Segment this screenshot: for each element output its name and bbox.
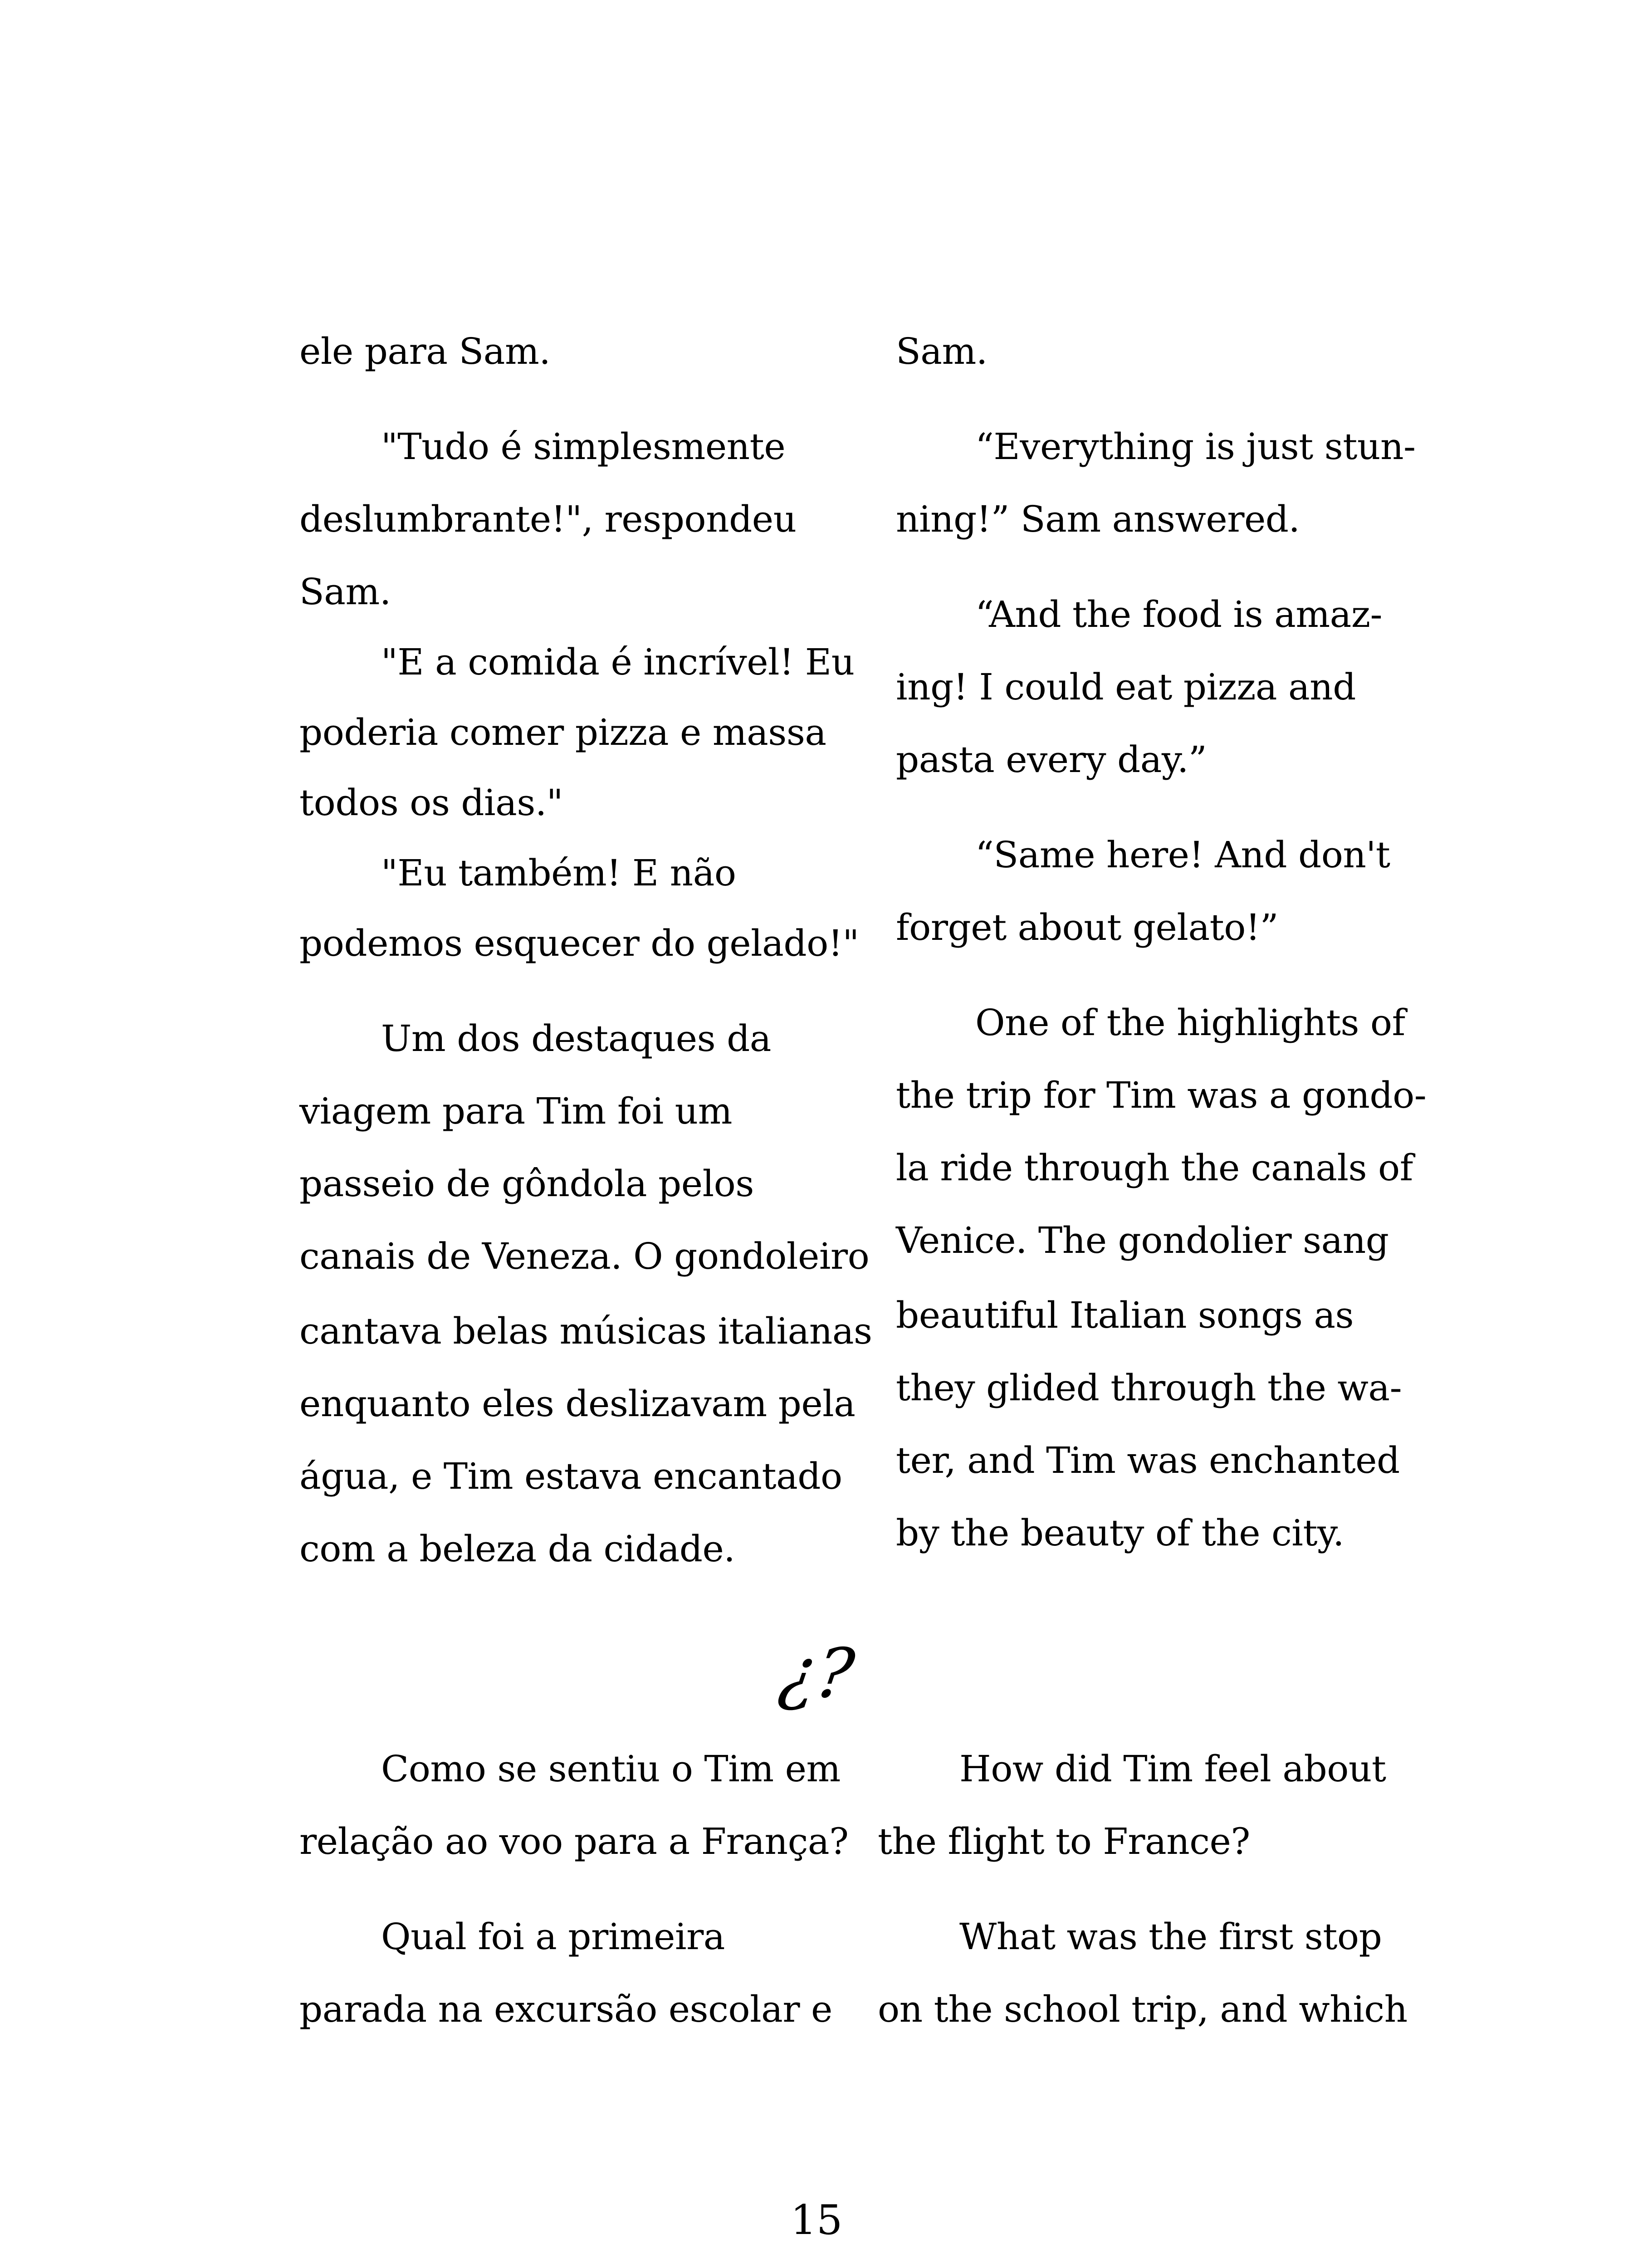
en-line: “Everything is just stun- <box>975 425 1416 468</box>
pt-line: deslumbrante!", respondeu <box>299 498 797 540</box>
en-line: they glided through the wa- <box>896 1367 1402 1409</box>
en-line: la ride through the canals of <box>896 1147 1413 1189</box>
pt-question-line: relação ao voo para a França? <box>299 1820 849 1862</box>
en-line: beautiful Italian songs as <box>896 1294 1354 1336</box>
pt-question-line: Como se sentiu o Tim em <box>381 1748 841 1790</box>
page-number: 15 <box>790 2196 843 2244</box>
pt-line: passeio de gôndola pelos <box>299 1163 754 1205</box>
en-line: ing! I could eat pizza and <box>896 666 1356 708</box>
pt-line: cantava belas músicas italianas <box>299 1310 872 1352</box>
pt-line: todos os dias." <box>299 782 563 824</box>
pt-line: enquanto eles deslizavam pela <box>299 1383 856 1425</box>
pt-line: "Eu também! E não <box>381 852 736 894</box>
questions-mark: ¿? <box>774 1634 859 1713</box>
pt-line: Sam. <box>299 571 391 613</box>
en-question-line: on the school trip, and which <box>878 1988 1408 2030</box>
pt-line: Um dos destaques da <box>381 1017 771 1060</box>
pt-line: poderia comer pizza e massa <box>299 711 826 753</box>
pt-line: com a beleza da cidade. <box>299 1528 735 1570</box>
en-line: by the beauty of the city. <box>896 1512 1345 1554</box>
en-line: ning!” Sam answered. <box>896 498 1300 540</box>
en-question-line: the flight to France? <box>878 1820 1250 1862</box>
en-line: forget about gelato!” <box>896 906 1279 948</box>
en-line: ter, and Tim was enchanted <box>896 1439 1400 1481</box>
pt-line: podemos esquecer do gelado!" <box>299 922 859 964</box>
en-line: Sam. <box>896 330 988 372</box>
pt-line: água, e Tim estava encantado <box>299 1455 842 1497</box>
en-line: Venice. The gondolier sang <box>896 1219 1389 1261</box>
pt-line: canais de Veneza. O gondoleiro <box>299 1235 870 1277</box>
pt-line: "E a comida é incrível! Eu <box>381 641 855 683</box>
pt-question-line: Qual foi a primeira <box>381 1916 725 1958</box>
en-line: pasta every day.” <box>896 738 1207 781</box>
en-line: “Same here! And don't <box>975 834 1390 876</box>
pt-question-line: parada na excursão escolar e <box>299 1988 832 2030</box>
en-line: the trip for Tim was a gondo- <box>896 1074 1427 1116</box>
en-question-line: What was the first stop <box>959 1916 1382 1958</box>
en-line: One of the highlights of <box>975 1002 1405 1044</box>
pt-line: ele para Sam. <box>299 330 551 372</box>
en-question-line: How did Tim feel about <box>959 1748 1386 1790</box>
pt-line: "Tudo é simplesmente <box>381 425 786 468</box>
en-line: “And the food is amaz- <box>975 593 1383 635</box>
pt-line: viagem para Tim foi um <box>299 1090 732 1132</box>
